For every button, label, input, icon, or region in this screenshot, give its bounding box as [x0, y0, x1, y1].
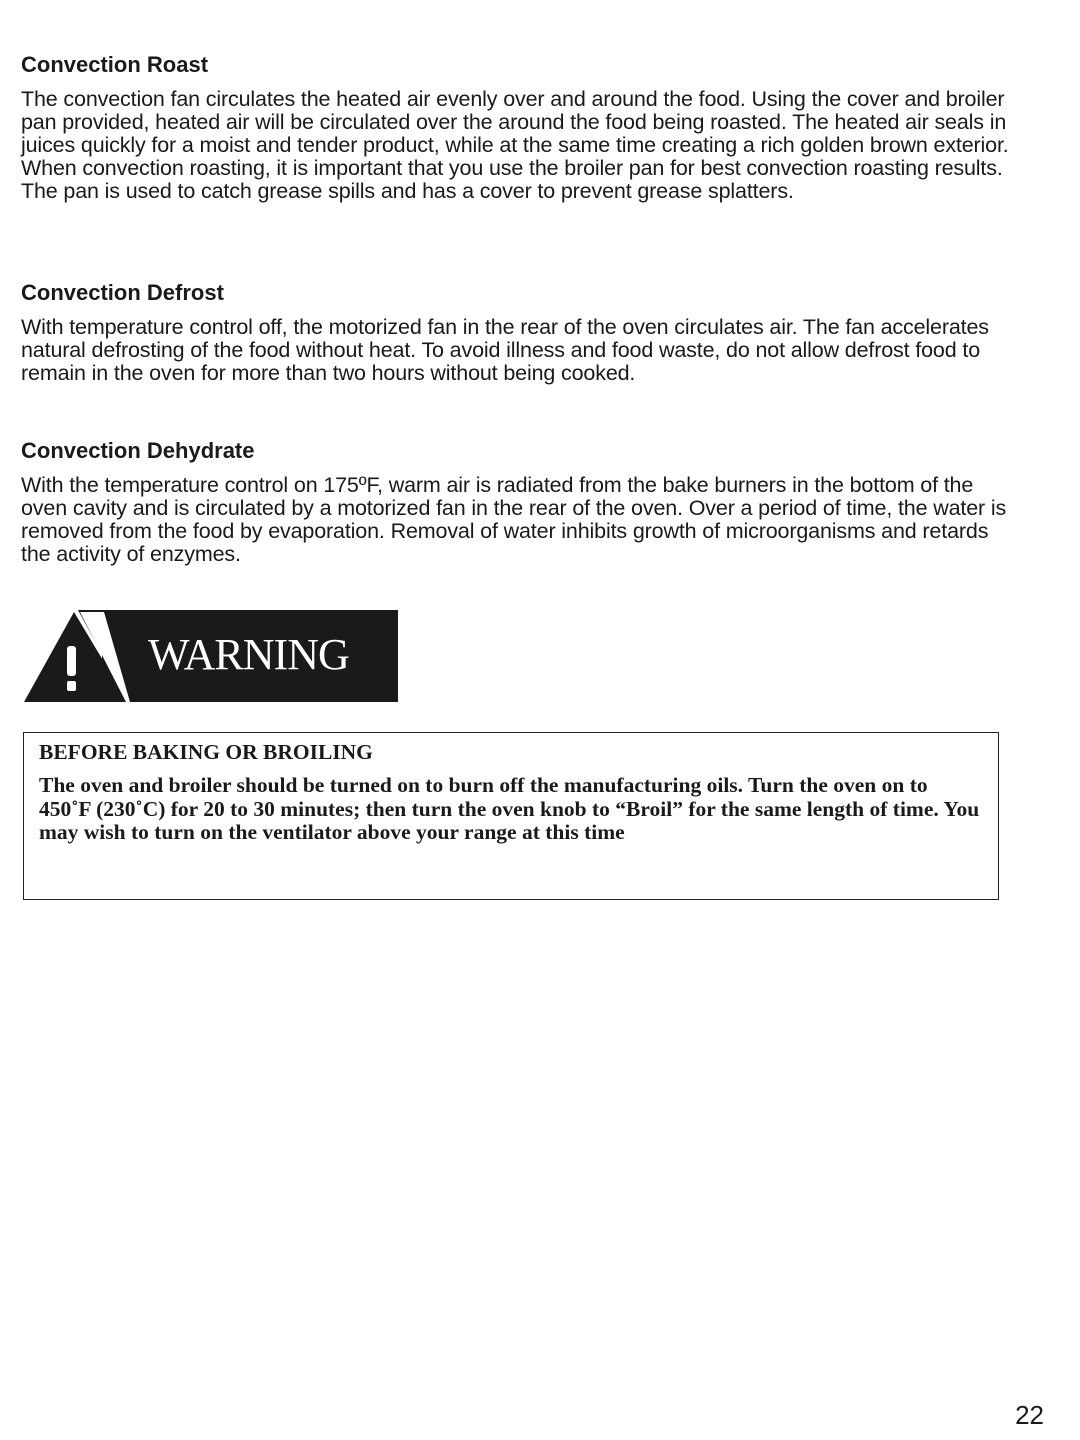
- section-body: The convection fan circulates the heated air evenly over and around the food. Using the cover and broiler pan provided, heated air will be circulated over the around the food being roasted. The heated air seals in juices quickly for a moist and tender product, while at the same time creating a rich golden brown exterior. When convection roasting, it is important that you use the broiler pan for best convection roasting results. The pan is used to catch grease spills and has a cover to prevent grease splatters.: [21, 87, 1009, 203]
- exclamation-icon: [67, 646, 76, 676]
- section-body: With the temperature control on 175ºF, warm air is radiated from the bake burners in the bottom of the oven cavity and is circulated by a motorized fan in the rear of the oven. Over a period of time, the water is removed from the food by evaporation. Removal of water inhibits growth of microorganisms and retards the activity of enzymes.: [21, 473, 1007, 566]
- notice-body: The oven and broiler should be turned on to burn off the manufacturing oils. Turn the oven on to 450˚F (230˚C) for 20 to 30 minutes; then turn the oven knob to “Broil” for the same length of time. You may wish to turn on the ventilator above your range at this time: [39, 773, 980, 844]
- section-convection-dehydrate: [21, 438, 1011, 566]
- page-number: 22: [1015, 1400, 1044, 1430]
- section-convection-roast: [21, 52, 1011, 203]
- notice-title: BEFORE BAKING OR BROILING: [39, 740, 373, 764]
- section-heading: Convection Defrost: [21, 280, 224, 305]
- notice-box: [23, 732, 999, 900]
- section-body: With temperature control off, the motorized fan in the rear of the oven circulates air. The fan accelerates natural defrosting of the food without heat. To avoid illness and food waste, do not allow defrost food to remain in the oven for more than two hours without being cooked.: [21, 315, 989, 385]
- section-convection-defrost: [21, 280, 1011, 385]
- warning-banner-graphic: [24, 610, 398, 702]
- warning-label: WARNING: [148, 630, 349, 679]
- section-heading: Convection Roast: [21, 52, 209, 77]
- warning-banner: [24, 610, 398, 702]
- section-heading: Convection Dehydrate: [21, 438, 255, 463]
